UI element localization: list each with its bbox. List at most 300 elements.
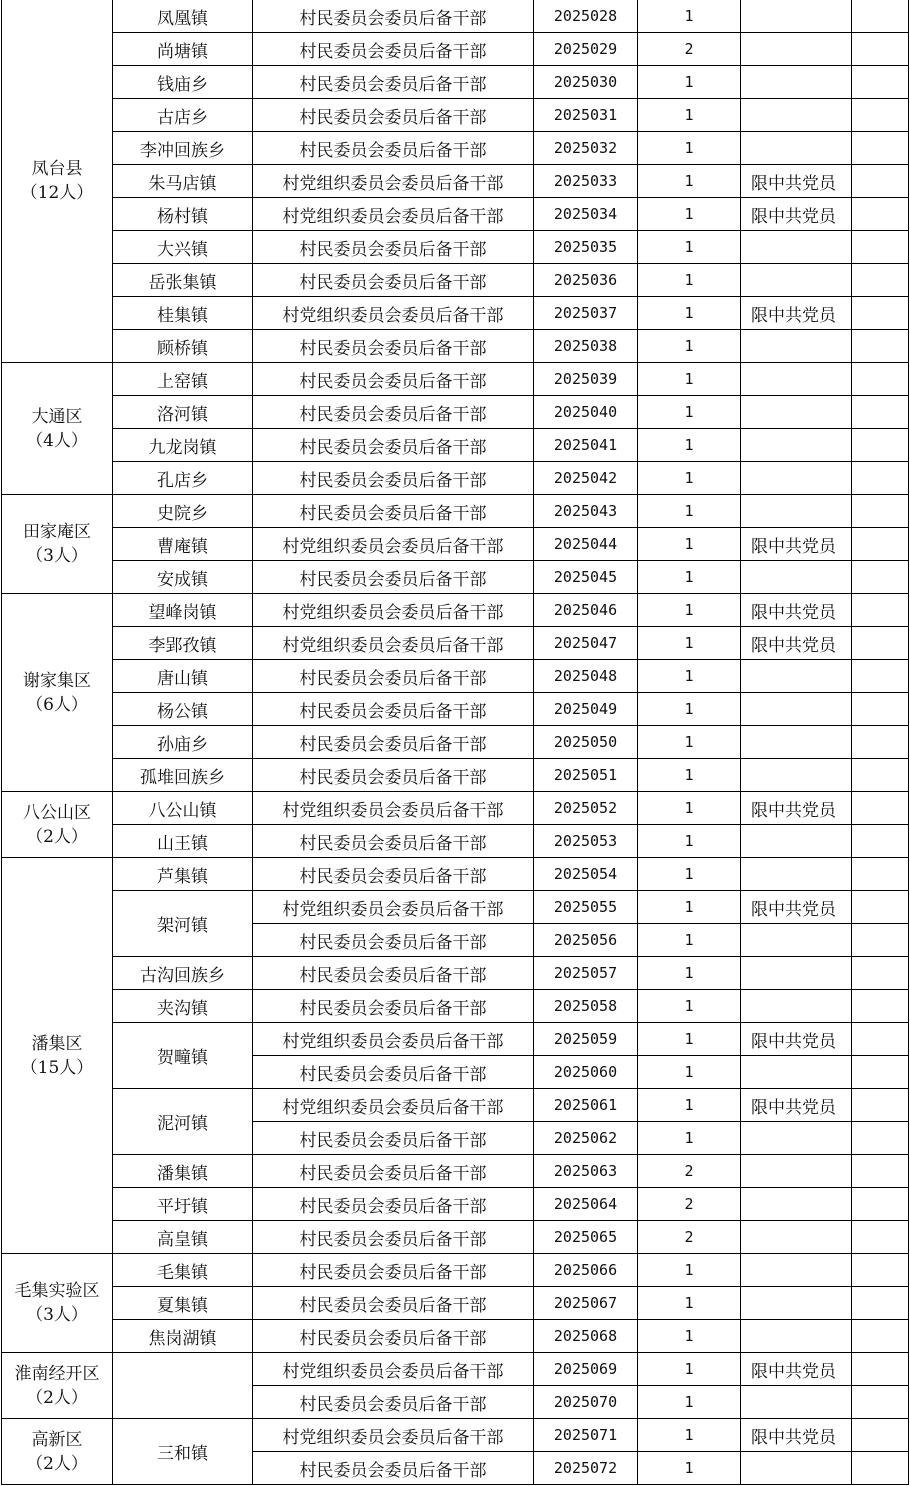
headcount-cell: 1 [638,462,741,495]
town-cell: 贺疃镇 [113,1023,253,1089]
position-cell: 村党组织委员会委员后备干部 [253,528,534,561]
headcount-cell: 1 [638,495,741,528]
headcount-cell: 1 [638,561,741,594]
note-cell [741,1056,852,1089]
position-code-cell: 2025028 [534,0,638,33]
empty-cell [852,561,909,594]
town-cell: 钱庙乡 [113,66,253,99]
headcount-cell: 1 [638,726,741,759]
town-cell: 九龙岗镇 [113,429,253,462]
position-cell: 村民委员会委员后备干部 [253,1122,534,1155]
district-name: 八公山区 [23,802,91,823]
district-name: 谢家集区 [23,670,91,691]
position-cell: 村党组织委员会委员后备干部 [253,627,534,660]
note-cell [741,264,852,297]
position-code-cell: 2025057 [534,957,638,990]
position-cell: 村民委员会委员后备干部 [253,363,534,396]
empty-cell [852,1089,909,1122]
town-cell: 洛河镇 [113,396,253,429]
position-cell: 村民委员会委员后备干部 [253,66,534,99]
headcount-cell: 2 [638,1221,741,1254]
position-cell: 村民委员会委员后备干部 [253,495,534,528]
table-row [2,594,909,627]
headcount-cell: 1 [638,132,741,165]
position-code-cell: 2025050 [534,726,638,759]
headcount-cell: 1 [638,330,741,363]
headcount-cell: 1 [638,1452,741,1485]
empty-cell [852,792,909,825]
headcount-cell: 1 [638,1287,741,1320]
position-code-cell: 2025045 [534,561,638,594]
town-cell: 凤凰镇 [113,0,253,33]
table-row [2,231,909,264]
note-cell [741,660,852,693]
position-cell: 村民委员会委员后备干部 [253,957,534,990]
town-cell: 潘集镇 [113,1155,253,1188]
empty-cell [852,429,909,462]
town-cell: 芦集镇 [113,858,253,891]
position-cell: 村民委员会委员后备干部 [253,396,534,429]
headcount-cell: 1 [638,198,741,231]
town-cell: 三和镇 [113,1419,253,1485]
position-cell: 村民委员会委员后备干部 [253,924,534,957]
position-cell: 村民委员会委员后备干部 [253,1320,534,1353]
headcount-cell: 1 [638,429,741,462]
empty-cell [852,231,909,264]
position-cell: 村党组织委员会委员后备干部 [253,297,534,330]
note-cell [741,429,852,462]
position-cell: 村民委员会委员后备干部 [253,231,534,264]
empty-cell [852,165,909,198]
position-code-cell: 2025072 [534,1452,638,1485]
table-body [2,0,909,1485]
town-cell: 泥河镇 [113,1089,253,1155]
note-cell [741,1188,852,1221]
empty-cell [852,1452,909,1485]
town-cell: 孙庙乡 [113,726,253,759]
district-name: 淮南经开区 [14,1363,100,1384]
empty-cell [852,924,909,957]
note-cell [741,0,852,33]
position-code-cell: 2025044 [534,528,638,561]
note-cell [741,66,852,99]
table-row [2,297,909,330]
position-code-cell: 2025069 [534,1353,638,1386]
town-cell [113,1353,253,1419]
position-code-cell: 2025070 [534,1386,638,1419]
position-cell: 村民委员会委员后备干部 [253,726,534,759]
empty-cell [852,99,909,132]
position-cell: 村民委员会委员后备干部 [253,660,534,693]
note-cell [741,132,852,165]
note-cell [741,858,852,891]
table-row [2,462,909,495]
district-count: （15人） [20,1057,94,1078]
position-cell: 村民委员会委员后备干部 [253,33,534,66]
note-cell [741,1155,852,1188]
town-cell: 大兴镇 [113,231,253,264]
position-code-cell: 2025047 [534,627,638,660]
town-cell: 望峰岗镇 [113,594,253,627]
district-count: （2人） [26,826,88,847]
note-cell: 限中共党员 [741,165,852,198]
empty-cell [852,528,909,561]
position-code-cell: 2025053 [534,825,638,858]
position-code-cell: 2025029 [534,33,638,66]
headcount-cell: 1 [638,1386,741,1419]
position-cell: 村党组织委员会委员后备干部 [253,1089,534,1122]
position-code-cell: 2025033 [534,165,638,198]
district-name: 田家庵区 [23,522,91,542]
town-cell: 史院乡 [113,495,253,528]
district-cell [2,0,113,363]
position-cell: 村民委员会委员后备干部 [253,1452,534,1485]
empty-cell [852,693,909,726]
empty-cell [852,726,909,759]
headcount-cell: 1 [638,165,741,198]
headcount-cell: 1 [638,396,741,429]
empty-cell [852,1155,909,1188]
table-row [2,891,909,924]
note-cell [741,561,852,594]
table-row [2,1419,909,1452]
table-row [2,165,909,198]
headcount-cell: 1 [638,1320,741,1353]
position-cell: 村民委员会委员后备干部 [253,858,534,891]
table-row [2,957,909,990]
district-name: 潘集区 [31,1033,83,1054]
empty-cell [852,66,909,99]
position-cell: 村党组织委员会委员后备干部 [253,1419,534,1452]
district-cell [2,1254,113,1353]
empty-cell [852,990,909,1023]
note-cell [741,957,852,990]
empty-cell [852,0,909,33]
town-cell: 李郢孜镇 [113,627,253,660]
town-cell: 唐山镇 [113,660,253,693]
headcount-cell: 1 [638,0,741,33]
position-cell: 村党组织委员会委员后备干部 [253,792,534,825]
note-cell: 限中共党员 [741,297,852,330]
position-code-cell: 2025068 [534,1320,638,1353]
note-cell: 限中共党员 [741,792,852,825]
position-cell: 村民委员会委员后备干部 [253,1188,534,1221]
position-code-cell: 2025032 [534,132,638,165]
headcount-cell: 1 [638,957,741,990]
town-cell: 高皇镇 [113,1221,253,1254]
position-code-cell: 2025037 [534,297,638,330]
table-row [2,693,909,726]
note-cell [741,825,852,858]
empty-cell [852,1386,909,1419]
note-cell [741,396,852,429]
empty-cell [852,33,909,66]
table-row [2,363,909,396]
table-row [2,561,909,594]
town-cell: 曹庵镇 [113,528,253,561]
empty-cell [852,594,909,627]
note-cell [741,99,852,132]
position-code-cell: 2025034 [534,198,638,231]
note-cell: 限中共党员 [741,1353,852,1386]
empty-cell [852,264,909,297]
position-code-cell: 2025055 [534,891,638,924]
position-cell: 村民委员会委员后备干部 [253,99,534,132]
position-code-cell: 2025039 [534,363,638,396]
district-name: 毛集实验区 [14,1281,100,1301]
table-row [2,1287,909,1320]
district-count: （6人） [26,694,88,715]
note-cell: 限中共党员 [741,1089,852,1122]
headcount-cell: 1 [638,924,741,957]
position-cell: 村党组织委员会委员后备干部 [253,165,534,198]
position-cell: 村民委员会委员后备干部 [253,693,534,726]
empty-cell [852,1287,909,1320]
town-cell: 上窑镇 [113,363,253,396]
table-row [2,396,909,429]
note-cell [741,33,852,66]
empty-cell [852,330,909,363]
district-cell [2,594,113,792]
table-row [2,1188,909,1221]
table-row [2,99,909,132]
table-row [2,858,909,891]
note-cell [741,693,852,726]
headcount-cell: 1 [638,264,741,297]
town-cell: 李冲回族乡 [113,132,253,165]
position-code-cell: 2025064 [534,1188,638,1221]
position-code-cell: 2025052 [534,792,638,825]
position-cell: 村民委员会委员后备干部 [253,1155,534,1188]
empty-cell [852,396,909,429]
position-cell: 村民委员会委员后备干部 [253,1221,534,1254]
headcount-cell: 1 [638,858,741,891]
headcount-cell: 1 [638,1056,741,1089]
position-code-cell: 2025035 [534,231,638,264]
town-cell: 朱马店镇 [113,165,253,198]
empty-cell [852,759,909,792]
table-row [2,1320,909,1353]
position-code-cell: 2025056 [534,924,638,957]
headcount-cell: 1 [638,297,741,330]
note-cell [741,1254,852,1287]
table-row [2,1254,909,1287]
note-cell [741,1221,852,1254]
note-cell [741,462,852,495]
headcount-cell: 1 [638,759,741,792]
table-row [2,33,909,66]
district-cell [2,1419,113,1485]
position-cell: 村民委员会委员后备干部 [253,561,534,594]
note-cell [741,231,852,264]
note-cell: 限中共党员 [741,198,852,231]
headcount-cell: 1 [638,990,741,1023]
headcount-cell: 1 [638,825,741,858]
district-cell [2,792,113,858]
empty-cell [852,495,909,528]
note-cell: 限中共党员 [741,594,852,627]
headcount-cell: 1 [638,1353,741,1386]
town-cell: 岳张集镇 [113,264,253,297]
note-cell [741,330,852,363]
position-cell: 村民委员会委员后备干部 [253,429,534,462]
headcount-cell: 2 [638,1188,741,1221]
note-cell: 限中共党员 [741,1023,852,1056]
district-count: （3人） [26,1305,88,1325]
position-cell: 村党组织委员会委员后备干部 [253,1023,534,1056]
headcount-cell: 1 [638,627,741,660]
empty-cell [852,1254,909,1287]
position-cell: 村党组织委员会委员后备干部 [253,891,534,924]
position-cell: 村民委员会委员后备干部 [253,759,534,792]
district-cell [2,858,113,1254]
district-cell [2,1353,113,1419]
position-code-cell: 2025060 [534,1056,638,1089]
position-code-cell: 2025051 [534,759,638,792]
headcount-cell: 1 [638,528,741,561]
town-cell: 孤堆回族乡 [113,759,253,792]
town-cell: 八公山镇 [113,792,253,825]
position-cell: 村民委员会委员后备干部 [253,330,534,363]
note-cell [741,1386,852,1419]
position-code-cell: 2025038 [534,330,638,363]
town-cell: 古沟回族乡 [113,957,253,990]
headcount-cell: 1 [638,1419,741,1452]
headcount-cell: 1 [638,99,741,132]
position-cell: 村民委员会委员后备干部 [253,825,534,858]
position-code-cell: 2025042 [534,462,638,495]
empty-cell [852,1221,909,1254]
headcount-cell: 1 [638,66,741,99]
headcount-cell: 2 [638,33,741,66]
position-cell: 村党组织委员会委员后备干部 [253,594,534,627]
empty-cell [852,198,909,231]
position-code-cell: 2025071 [534,1419,638,1452]
position-cell: 村民委员会委员后备干部 [253,1254,534,1287]
position-cell: 村党组织委员会委员后备干部 [253,1353,534,1386]
district-name: 高新区 [31,1429,83,1450]
headcount-cell: 1 [638,1254,741,1287]
table-row [2,495,909,528]
town-cell: 孔店乡 [113,462,253,495]
position-cell: 村民委员会委员后备干部 [253,0,534,33]
empty-cell [852,1419,909,1452]
district-name: 凤台县 [31,159,83,179]
town-cell: 夏集镇 [113,1287,253,1320]
empty-cell [852,627,909,660]
town-cell: 焦岗湖镇 [113,1320,253,1353]
headcount-cell: 1 [638,594,741,627]
empty-cell [852,1353,909,1386]
town-cell: 平圩镇 [113,1188,253,1221]
headcount-cell: 1 [638,792,741,825]
table-row [2,0,909,33]
headcount-cell: 1 [638,1089,741,1122]
note-cell: 限中共党员 [741,627,852,660]
headcount-cell: 1 [638,1122,741,1155]
position-code-cell: 2025058 [534,990,638,1023]
note-cell [741,1320,852,1353]
table-row [2,660,909,693]
table-row [2,528,909,561]
town-cell: 桂集镇 [113,297,253,330]
position-code-cell: 2025031 [534,99,638,132]
position-code-cell: 2025046 [534,594,638,627]
position-code-cell: 2025049 [534,693,638,726]
position-code-cell: 2025059 [534,1023,638,1056]
position-code-cell: 2025048 [534,660,638,693]
position-cell: 村民委员会委员后备干部 [253,1056,534,1089]
town-cell: 古店乡 [113,99,253,132]
headcount-cell: 1 [638,660,741,693]
position-code-cell: 2025066 [534,1254,638,1287]
headcount-cell: 1 [638,693,741,726]
town-cell: 杨村镇 [113,198,253,231]
district-count: （2人） [26,1387,88,1408]
table-row [2,429,909,462]
position-code-cell: 2025054 [534,858,638,891]
town-cell: 山王镇 [113,825,253,858]
town-cell: 顾桥镇 [113,330,253,363]
note-cell [741,1287,852,1320]
position-cell: 村党组织委员会委员后备干部 [253,198,534,231]
empty-cell [852,1122,909,1155]
empty-cell [852,132,909,165]
position-code-cell: 2025063 [534,1155,638,1188]
recruitment-table [1,0,909,1485]
empty-cell [852,1188,909,1221]
headcount-cell: 1 [638,1023,741,1056]
position-code-cell: 2025065 [534,1221,638,1254]
table-row [2,759,909,792]
position-cell: 村民委员会委员后备干部 [253,132,534,165]
town-cell: 毛集镇 [113,1254,253,1287]
town-cell: 安成镇 [113,561,253,594]
table-row [2,726,909,759]
empty-cell [852,660,909,693]
headcount-cell: 1 [638,363,741,396]
position-cell: 村民委员会委员后备干部 [253,1287,534,1320]
note-cell [741,495,852,528]
position-code-cell: 2025062 [534,1122,638,1155]
table-row [2,198,909,231]
district-count: （3人） [26,546,88,566]
district-cell [2,495,113,594]
note-cell [741,990,852,1023]
district-cell [2,363,113,495]
empty-cell [852,825,909,858]
note-cell [741,759,852,792]
district-name: 大通区 [31,406,83,427]
note-cell [741,1452,852,1485]
empty-cell [852,858,909,891]
note-cell [741,726,852,759]
table-row [2,264,909,297]
headcount-cell: 2 [638,1155,741,1188]
empty-cell [852,1056,909,1089]
empty-cell [852,957,909,990]
table-row [2,1221,909,1254]
town-cell: 尚塘镇 [113,33,253,66]
position-code-cell: 2025040 [534,396,638,429]
position-cell: 村民委员会委员后备干部 [253,990,534,1023]
empty-cell [852,363,909,396]
town-cell: 架河镇 [113,891,253,957]
note-cell [741,1122,852,1155]
table-row [2,330,909,363]
empty-cell [852,1023,909,1056]
town-cell: 夹沟镇 [113,990,253,1023]
